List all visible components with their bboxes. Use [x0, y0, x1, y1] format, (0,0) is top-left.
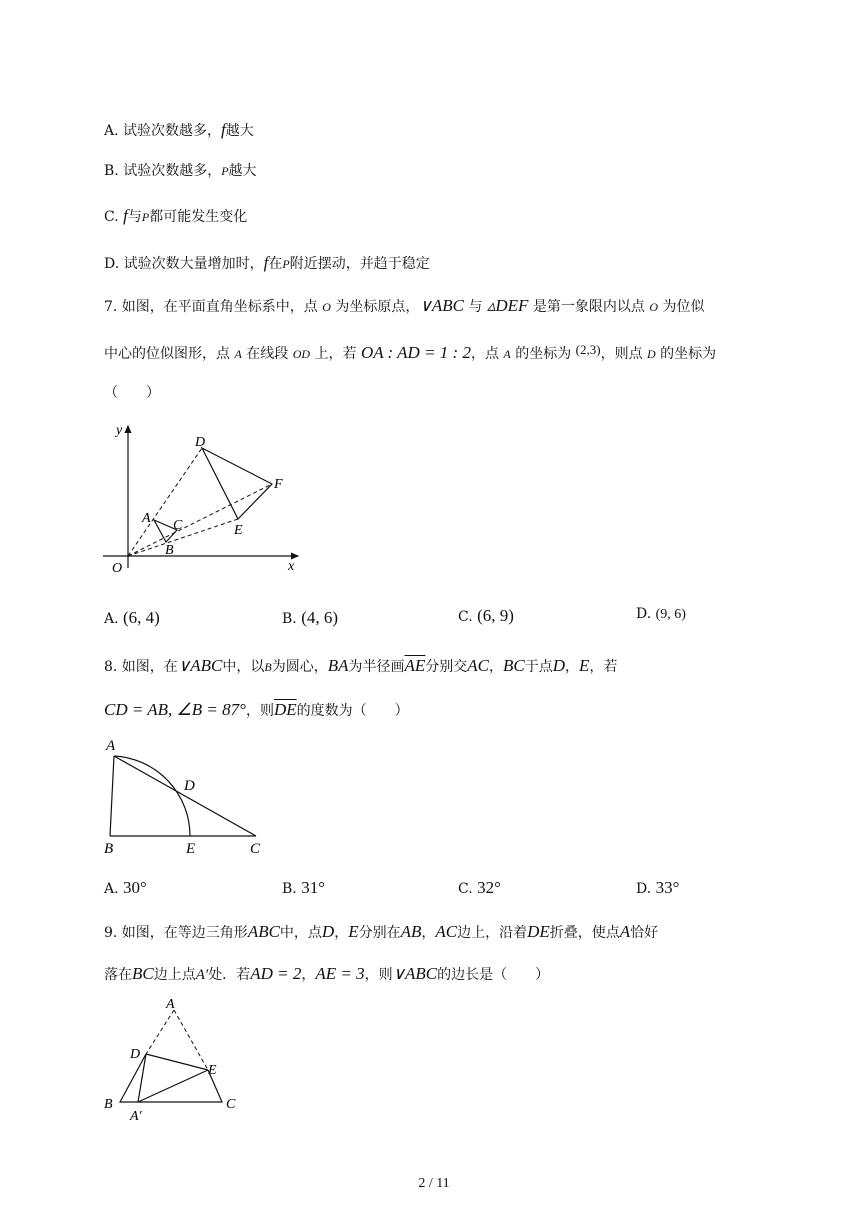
triangle-def: [202, 448, 272, 519]
label-a: A: [106, 738, 116, 754]
label-o: O: [112, 561, 123, 576]
q9-stem-line1: 9. 如图，在等边三角形ABC中，点D，E分别在AB，AC边上，沿着DE折叠，使点A恰好: [104, 922, 659, 941]
q9-figure: [98, 996, 258, 1126]
q8-option-d: D. 33°: [636, 878, 680, 897]
label-a: A: [142, 511, 151, 526]
label-e: E: [234, 523, 243, 538]
q6-option-c: C. f与P都可能发生变化: [104, 206, 248, 225]
q8-stem-line1: 8. 如图，在∨ABC中，以B为圆心，BA为半径画$\overline{AE}$分别交AC，BC于点D，E，若: [104, 656, 618, 675]
label-e: E: [186, 841, 196, 857]
label-c: C: [226, 1097, 236, 1112]
q6-option-a: A. 试验次数越多，f越大: [104, 120, 254, 139]
label-c: C: [250, 841, 261, 857]
label-y: y: [116, 423, 123, 438]
q6-option-d: D. 试验次数大量增加时，f在P附近摆动，并趋于稳定: [104, 253, 430, 272]
label-x: x: [288, 559, 295, 574]
label-b: B: [104, 1097, 113, 1112]
q8-figure: [98, 732, 278, 860]
q6-option-b: B. 试验次数越多，P越大: [104, 163, 257, 179]
q9-stem-line2: 落在BC边上点A′处．若AD = 2，AE = 3，则∨ABC的边长是（ ）: [104, 964, 550, 983]
q7-stem-line2: 中心的位似图形，点 A 在线段 OD 上，若 OA : AD = 1 : 2，点 A 的坐标为 (2,3)，则点 D 的坐标为: [104, 342, 717, 362]
q7-stem-line1: 7. 如图，在平面直角坐标系中，点 O 为坐标原点，∨ABC 与 ▵DEF 是第一象限内以点 O 为位似: [104, 296, 705, 315]
label-f: F: [274, 477, 283, 492]
label-e: E: [208, 1063, 217, 1078]
label-b: B: [165, 543, 174, 558]
label-d: D: [130, 1047, 141, 1062]
q7-figure: [98, 418, 308, 578]
page-number: 2 / 11: [418, 1176, 450, 1191]
q7-answer-blank: （ ）: [104, 385, 160, 401]
label-d: D: [184, 778, 195, 794]
q8-option-b: B. 31°: [282, 878, 326, 897]
label-b: B: [104, 841, 114, 857]
q8-option-a: A. 30°: [104, 878, 147, 897]
q8-option-c: C. 32°: [458, 878, 501, 897]
dashed-rays: [128, 448, 272, 556]
q8-stem-line2: CD = AB, ∠B = 87°，则$\overline{DE}$的度数为（ ）: [104, 700, 409, 719]
label-a: A: [166, 997, 175, 1012]
label-a-prime: A′: [130, 1109, 142, 1124]
label-c: C: [173, 518, 183, 533]
q7-option-d: D. (9, 6): [636, 606, 686, 622]
label-d: D: [195, 435, 206, 450]
arc-ae: [114, 756, 190, 836]
q7-option-b: B. (4, 6): [282, 608, 339, 627]
q7-option-a: A. (6, 4): [104, 608, 160, 627]
q7-option-c: C. (6, 9): [458, 606, 514, 625]
